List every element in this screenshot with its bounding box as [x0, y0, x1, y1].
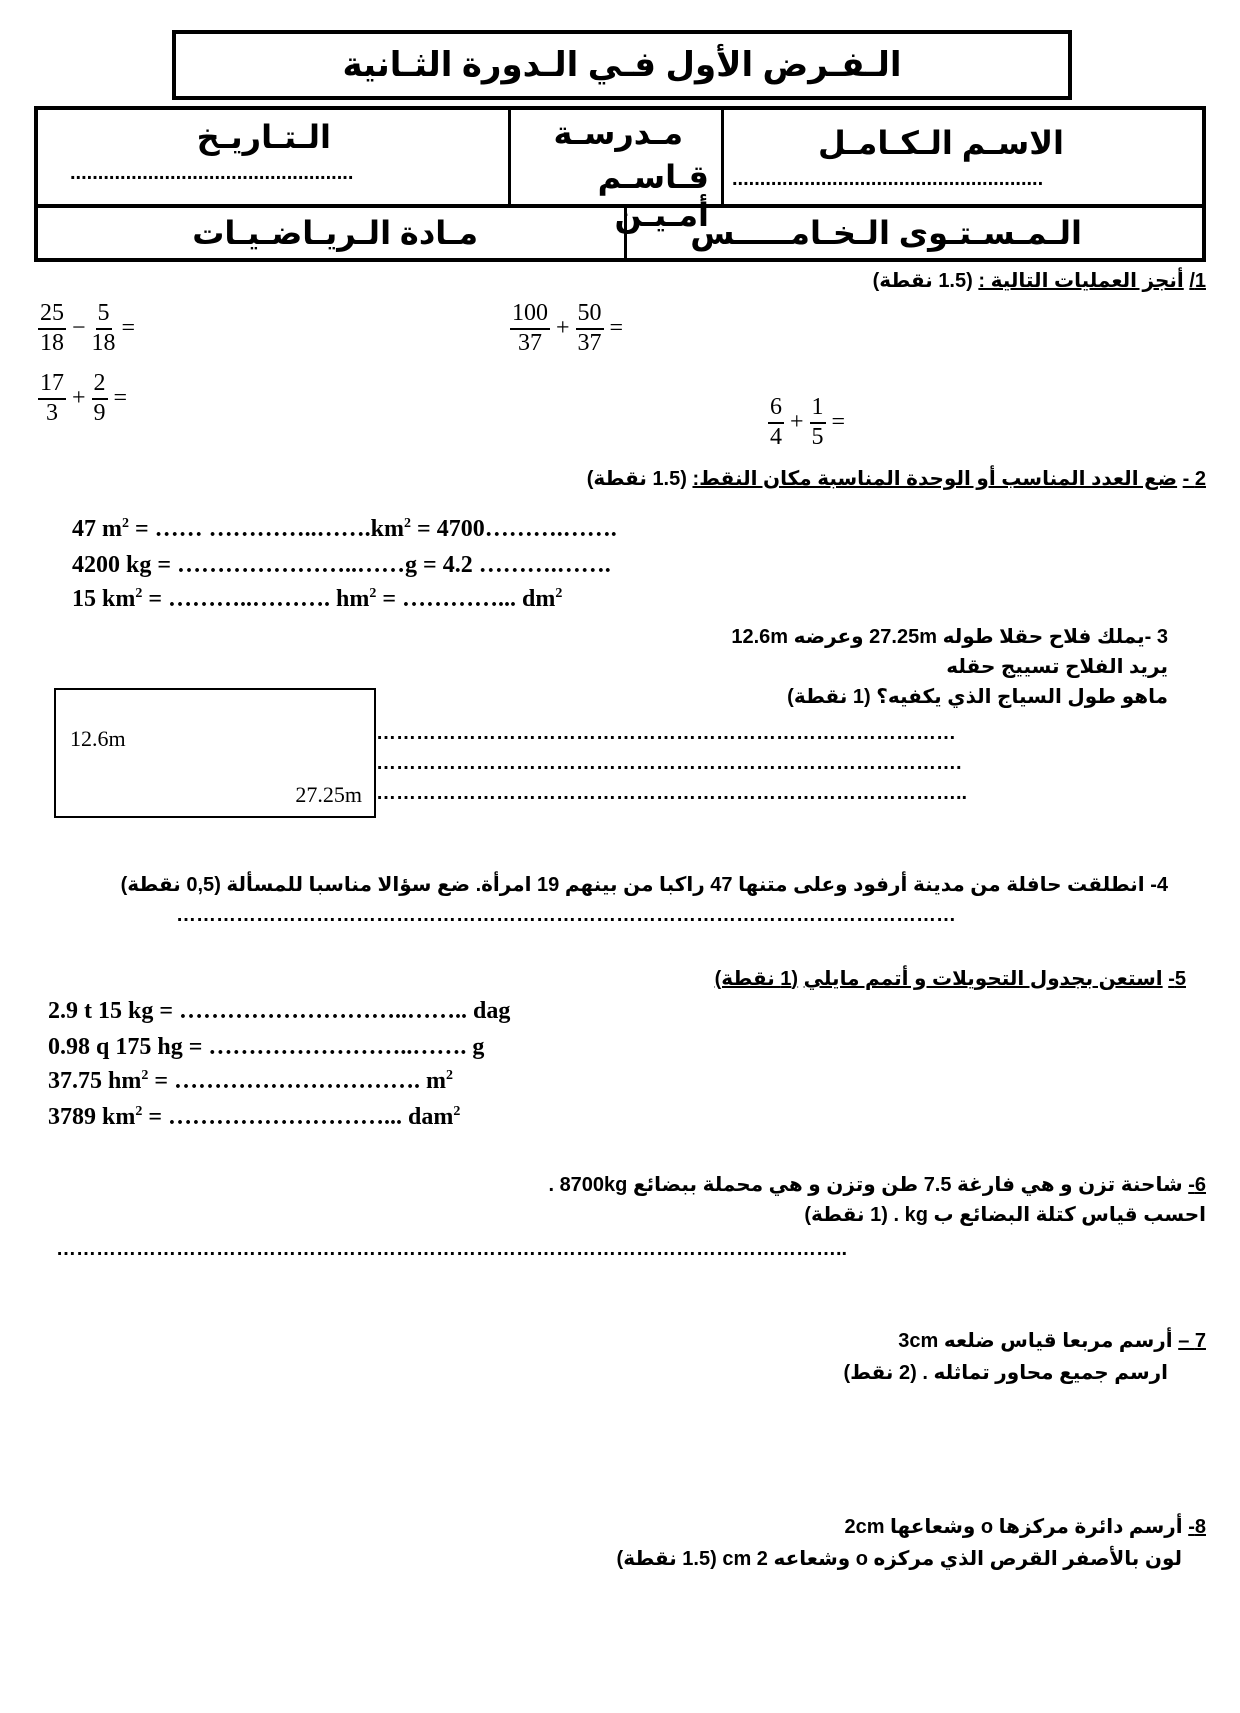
exponent: 2	[135, 1104, 143, 1119]
q7-points: (2 نقط)	[843, 1362, 917, 1384]
equals-sign: =	[831, 409, 846, 436]
q3-answer-dots-2: …………………………………………………………………………….	[376, 752, 962, 774]
operator: +	[790, 409, 804, 436]
q5-number: 5-	[1168, 968, 1186, 990]
q1-title	[873, 268, 1206, 293]
level-cell	[624, 208, 1202, 258]
date-dots: ...................................................	[70, 162, 354, 184]
q8-text-1: أرسم دائرة مركزها o وشعاعها 2cm	[844, 1516, 1183, 1538]
q1-op-3	[38, 370, 133, 427]
q3-number: 3	[1156, 626, 1168, 648]
exam-title: الـفـرض الأول فـي الـدورة الثـانية	[172, 30, 1072, 100]
q6-line-1	[548, 1172, 1206, 1197]
numerator: 2	[92, 370, 108, 400]
q5-points: (1 نقطة)	[714, 968, 799, 990]
q8-number: 8-	[1188, 1516, 1206, 1538]
q6-text-1: شاحنة تزن و هي فارغة 7.5 طن وتزن و هي محملة ببضائع 8700kg .	[548, 1174, 1183, 1196]
q3-answer-dots-1: ……………………………………………………………………………	[376, 722, 956, 744]
q3-answer-dots-3: ……………………………………………………………………………..	[376, 782, 968, 804]
field-rectangle	[54, 688, 376, 818]
exponent: 2	[122, 516, 129, 531]
numerator: 50	[576, 300, 604, 330]
school-line2: قـاسـم أمـيـن	[597, 159, 709, 233]
q7-line-1	[898, 1328, 1206, 1353]
q3-points: (1 نقطة)	[787, 686, 871, 708]
q1-points: (1.5 نقطة)	[872, 270, 973, 292]
q1-op-4	[768, 394, 851, 451]
q4-number: 4-	[1150, 874, 1168, 896]
fraction	[92, 300, 116, 357]
q8-line-1	[844, 1514, 1206, 1539]
q1-op-1	[38, 300, 141, 357]
exponent: 2	[555, 586, 563, 601]
denominator: 37	[518, 329, 542, 356]
denominator: 37	[577, 329, 602, 356]
q6-answer-dots: ………………………………………………………………………………………………………..	[56, 1238, 848, 1260]
fraction	[38, 300, 66, 357]
fraction	[768, 394, 784, 451]
q6-points: (1 نقطة)	[804, 1204, 888, 1226]
q4-points: (0,5 نقطة)	[120, 874, 221, 896]
q5-line-3	[48, 1068, 453, 1095]
fraction	[576, 300, 604, 357]
operator: −	[72, 315, 86, 342]
q3-line-1	[731, 624, 1168, 649]
fraction	[38, 370, 66, 427]
denominator: 5	[811, 423, 824, 450]
exponent: 2	[369, 586, 377, 601]
subject-cell	[38, 208, 628, 258]
q2-title	[587, 466, 1206, 491]
q8-text-2: لون بالأصفر القرص الذي مركزه o وشعاعه 2 cm	[722, 1548, 1182, 1570]
eq-part: = ………………………... dam	[142, 1104, 454, 1130]
q7-text-1: أرسم مربعا قياس ضلعه 3cm	[898, 1330, 1173, 1352]
q4-answer-dots: ………………………………………………………………………………………………………	[176, 904, 956, 926]
name-dots: ........................................................	[732, 168, 1044, 190]
equals-sign: =	[121, 315, 136, 342]
q1-number: 1/	[1189, 270, 1206, 292]
width-label: 12.6m	[70, 726, 126, 751]
numerator: 17	[38, 370, 66, 400]
eq-part: = …………………………. m	[148, 1068, 447, 1094]
eq-part: = …………... dm	[376, 586, 556, 612]
q2-text: ضع العدد المناسب أو الوحدة المناسبة مكان النقط:	[692, 468, 1178, 490]
equals-sign: =	[113, 385, 128, 412]
level-label: الـمـسـتـوى الـخـامـــــس	[690, 215, 1082, 251]
equals-sign: =	[609, 315, 624, 342]
exponent: 2	[446, 1068, 454, 1083]
header-row-2	[34, 204, 1206, 262]
q6-line-2	[804, 1202, 1206, 1227]
school-cell	[508, 110, 724, 233]
q3-text-1: -يملك فلاح حقلا طوله 27.25m وعرضه 12.6m	[731, 626, 1152, 648]
denominator: 18	[91, 329, 116, 356]
eq-part: = ………..………. hm	[142, 586, 370, 612]
eq-part: 4200 kg = …………………..……g = 4.2 ……….…….	[72, 552, 611, 578]
numerator: 1	[810, 394, 826, 424]
q5-line-2	[48, 1034, 484, 1061]
q5-line-1	[48, 998, 510, 1025]
q8-points: (1.5 نقطة)	[616, 1548, 717, 1570]
operator: +	[72, 385, 86, 412]
fraction	[510, 300, 550, 357]
q3-line-2: يريد الفلاح تسييج حقله	[946, 656, 1168, 678]
numerator: 5	[96, 300, 112, 330]
exponent: 2	[135, 586, 143, 601]
q2-line-3	[72, 586, 562, 613]
q2-line-2	[72, 552, 611, 579]
q3-line-3	[787, 684, 1168, 709]
fraction	[92, 370, 108, 427]
name-cell	[724, 110, 1202, 204]
q3-text-3: ماهو طول السياج الذي يكفيه؟	[876, 686, 1168, 708]
q5-text: استعن بجدول التحويلات و أتمم مايلي	[803, 968, 1163, 990]
exponent: 2	[141, 1068, 149, 1083]
numerator: 6	[768, 394, 784, 424]
q2-number: 2 -	[1182, 468, 1206, 490]
eq-part: = 4700……….…….	[411, 516, 617, 542]
denominator: 4	[770, 423, 782, 450]
date-cell	[38, 110, 516, 204]
eq-part: 15 km	[72, 586, 136, 612]
numerator: 100	[510, 300, 550, 330]
q4-text: انطلقت حافلة من مدينة أرفود وعلى متنها 47 راكبا من بينهم 19 امرأة. ضع سؤالا مناسبا للمسألة	[226, 874, 1145, 896]
q6-text-2: احسب قياس كتلة البضائع ب kg .	[893, 1204, 1206, 1226]
length-label: 27.25m	[295, 782, 362, 807]
q1-op-2	[510, 300, 629, 357]
q8-line-2	[617, 1546, 1182, 1571]
q4-line	[121, 872, 1168, 897]
q7-text-2: ارسم جميع محاور تماثله .	[922, 1362, 1168, 1384]
eq-part: 0.98 q 175 hg = ……………………..……. g	[48, 1034, 485, 1060]
q7-number: 7 –	[1178, 1330, 1206, 1352]
date-label: الـتـاريـخ	[196, 119, 331, 155]
q7-line-2	[843, 1360, 1168, 1385]
numerator: 25	[38, 300, 66, 330]
exponent: 2	[404, 516, 412, 531]
denominator: 18	[40, 329, 64, 356]
denominator: 3	[46, 399, 58, 426]
eq-part: 3789 km	[48, 1104, 136, 1130]
eq-part: 37.75 hm	[48, 1068, 142, 1094]
exponent: 2	[453, 1104, 461, 1119]
name-label: الاسـم الـكـامـل	[818, 125, 1064, 161]
q6-number: 6-	[1188, 1174, 1206, 1196]
denominator: 9	[93, 399, 106, 426]
q5-line-4	[48, 1104, 460, 1131]
q5-title	[715, 966, 1186, 991]
school-line1: مـدرسـة	[553, 115, 683, 151]
subject-label: مـادة الـريـاضـيـات	[192, 215, 478, 251]
operator: +	[556, 315, 570, 342]
fraction	[810, 394, 826, 451]
eq-part: = …… …………..…….km	[129, 516, 405, 542]
eq-part: 47 m	[72, 516, 122, 542]
q2-points: (1.5 نقطة)	[586, 468, 687, 490]
q2-line-1	[72, 516, 617, 543]
q1-text: أنجز العمليات التالية :	[978, 270, 1184, 292]
eq-part: 2.9 t 15 kg = ………………………..…….. dag	[48, 998, 511, 1024]
